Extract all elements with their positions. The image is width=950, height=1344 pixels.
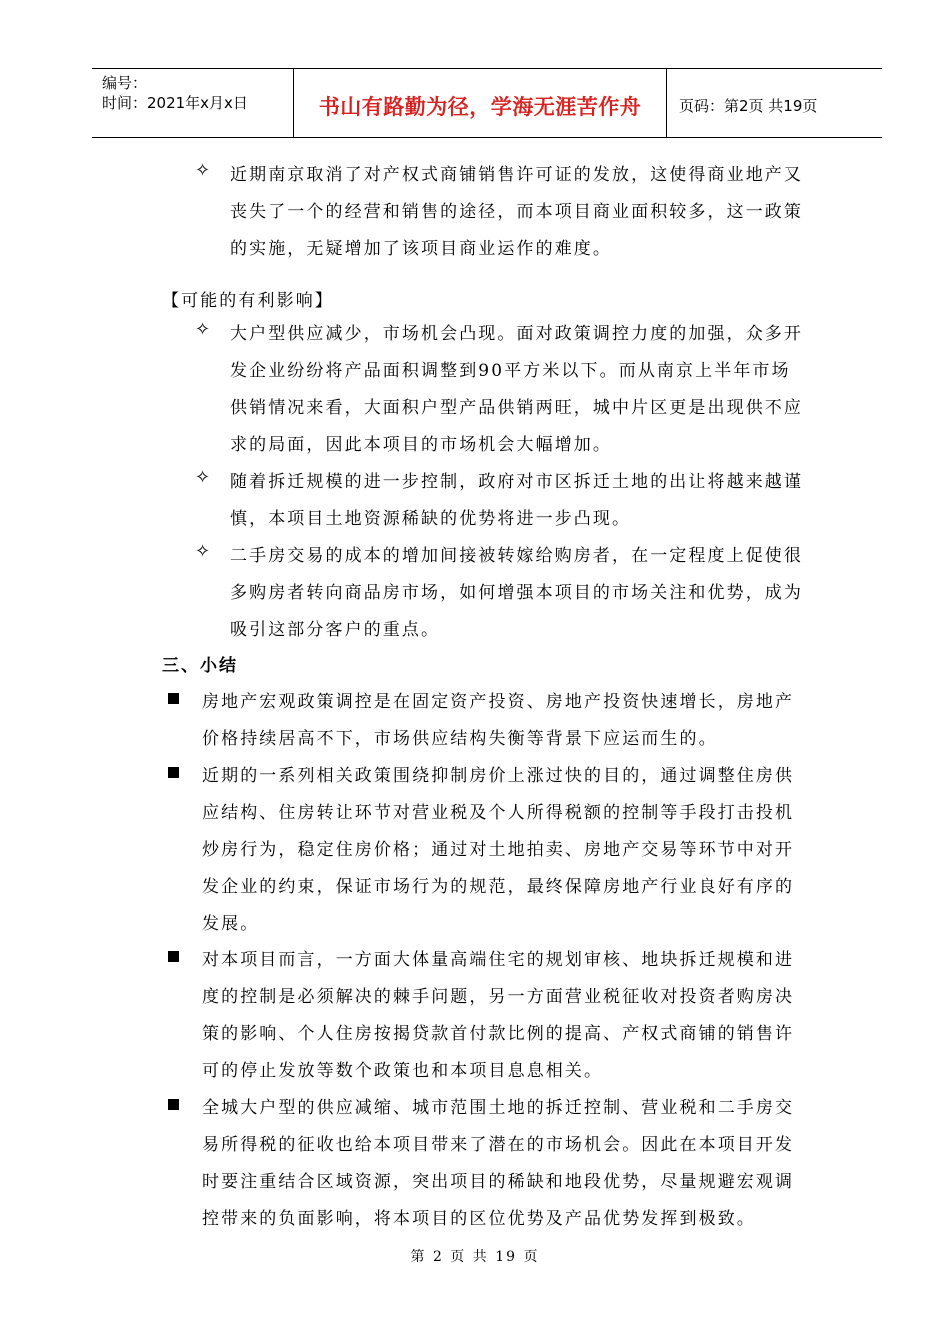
header-page-cell — [667, 69, 882, 137]
paragraph-line: 全城大户型的供应减缩、城市范围土地的拆迁控制、营业税和二手房交 — [202, 1098, 795, 1118]
paragraph-line: 近期南京取消了对产权式商铺销售许可证的发放，这使得商业地产又 — [230, 165, 803, 185]
paragraph-line: 供销情况来看，大面积户型产品供销两旺，城中片区更是出现供不应 — [230, 398, 803, 418]
paragraph-line: 价格持续居高不下，市场供应结构失衡等背景下应运而生的。 — [202, 729, 718, 749]
paragraph-line: 控带来的负面影响，将本项目的区位优势及产品优势发挥到极致。 — [202, 1209, 756, 1229]
document-date: 时间：2021年x月x日 — [102, 94, 248, 112]
paragraph-line: 发展。 — [202, 914, 260, 934]
paragraph-line: 慎，本项目土地资源稀缺的优势将进一步凸现。 — [230, 509, 632, 529]
square-bullet-icon — [168, 951, 179, 962]
paragraph-line: 的实施，无疑增加了该项目商业运作的难度。 — [230, 239, 612, 259]
paragraph-line: 近期的一系列相关政策围绕抑制房价上涨过快的目的，通过调整住房供 — [202, 766, 795, 786]
diamond-bullet-icon: ✧ — [195, 319, 211, 340]
diamond-bullet-icon: ✧ — [195, 467, 211, 488]
section-subtitle: 【可能的有利影响】 — [162, 291, 334, 311]
paragraph-line: 发企业纷纷将产品面积调整到90平方米以下。而从南京上半年市场 — [230, 361, 791, 381]
square-bullet-icon — [168, 693, 179, 704]
paragraph-line: 丧失了一个的经营和销售的途径，而本项目商业面积较多，这一政策 — [230, 202, 803, 222]
diamond-bullet-icon: ✧ — [195, 160, 211, 181]
paragraph-line: 多购房者转向商品房市场，如何增强本项目的市场关注和优势，成为 — [230, 583, 803, 603]
paragraph-line: 吸引这部分客户的重点。 — [230, 620, 441, 640]
paragraph-line: 对本项目而言，一方面大体量高端住宅的规划审核、地块拆迁规模和进 — [202, 950, 795, 970]
page-header — [92, 68, 882, 138]
header-motto-cell — [293, 69, 667, 137]
paragraph-line: 求的局面，因此本项目的市场机会大幅增加。 — [230, 435, 612, 455]
header-motto: 书山有路勤为径，学海无涯苦作舟 — [318, 95, 642, 119]
header-page-number: 页码：第2页 共19页 — [679, 97, 818, 115]
paragraph-line: 炒房行为，稳定住房价格；通过对土地拍卖、房地产交易等环节中对开 — [202, 840, 795, 860]
paragraph-line: 应结构、住房转让环节对营业税及个人所得税额的控制等手段打击投机 — [202, 803, 795, 823]
diamond-bullet-icon: ✧ — [195, 541, 211, 562]
page-footer: 第 2 页 共 19 页 — [410, 1249, 540, 1265]
paragraph-line: 大户型供应减少，市场机会凸现。面对政策调控力度的加强，众多开 — [230, 324, 803, 344]
paragraph-line: 时要注重结合区域资源，突出项目的稀缺和地段优势，尽量规避宏观调 — [202, 1172, 795, 1192]
square-bullet-icon — [168, 1099, 179, 1110]
section-heading: 三、小结 — [162, 656, 238, 676]
paragraph-line: 度的控制是必须解决的棘手问题，另一方面营业税征收对投资者购房决 — [202, 987, 795, 1007]
square-bullet-icon — [168, 767, 179, 778]
paragraph-line: 二手房交易的成本的增加间接被转嫁给购房者，在一定程度上促使很 — [230, 546, 803, 566]
paragraph-line: 随着拆迁规模的进一步控制，政府对市区拆迁土地的出让将越来越谨 — [230, 472, 803, 492]
header-meta-cell — [92, 69, 293, 137]
document-number-label: 编号： — [102, 74, 148, 92]
paragraph-line: 策的影响、个人住房按揭贷款首付款比例的提高、产权式商铺的销售许 — [202, 1024, 795, 1044]
paragraph-line: 房地产宏观政策调控是在固定资产投资、房地产投资快速增长，房地产 — [202, 692, 795, 712]
paragraph-line: 可的停止发放等数个政策也和本项目息息相关。 — [202, 1061, 604, 1081]
paragraph-line: 易所得税的征收也给本项目带来了潜在的市场机会。因此在本项目开发 — [202, 1135, 795, 1155]
paragraph-line: 发企业的约束，保证市场行为的规范，最终保障房地产行业良好有序的 — [202, 877, 795, 897]
